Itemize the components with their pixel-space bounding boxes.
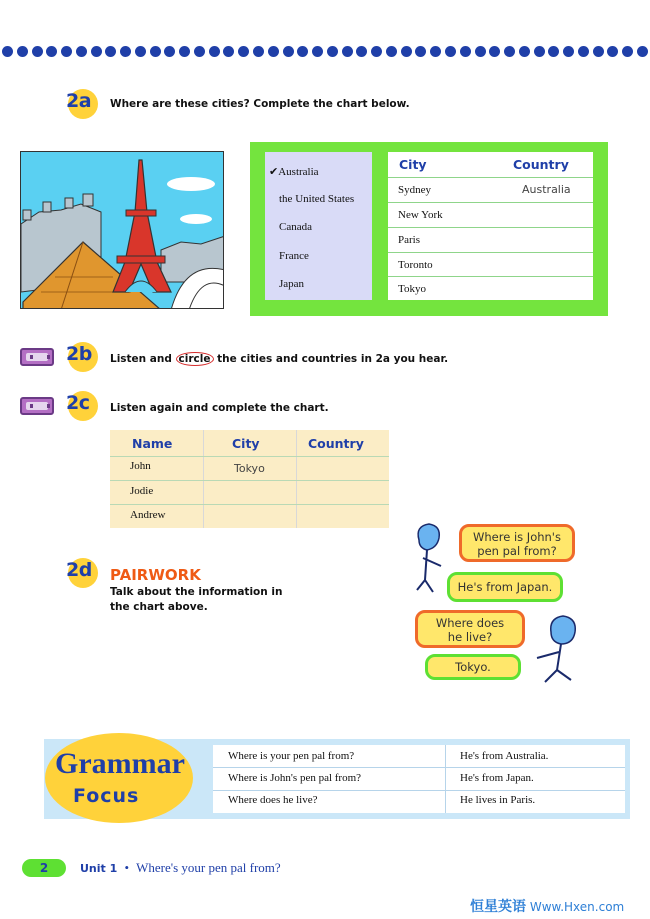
table-row: Sydney Australia: [388, 177, 593, 202]
landmarks-illustration: [20, 151, 224, 309]
grammar-answer: He's from Japan.: [460, 772, 534, 784]
table-row: New York: [388, 202, 593, 227]
unit-label: Unit 1: [80, 862, 118, 875]
circled-word: circle: [176, 352, 214, 366]
column-header-name: Name: [132, 436, 173, 451]
instruction-2a: Where are these cities? Complete the chart below.: [110, 98, 410, 110]
country-item: Australia: [278, 166, 319, 178]
column-header-country: Country: [308, 436, 364, 451]
country-item: France: [279, 250, 309, 262]
speech-bubble: He's from Japan.: [447, 572, 563, 602]
table-row: Paris: [388, 227, 593, 252]
table-row: Tokyo: [388, 276, 593, 301]
city-country-table: [388, 152, 593, 300]
instruction-2d-line1: Talk about the information in: [110, 586, 283, 598]
cassette-icon: [20, 348, 54, 366]
country-item: Canada: [279, 221, 312, 233]
answer-text: Australia: [522, 183, 571, 196]
grammar-answer: He lives in Paris.: [460, 794, 536, 806]
grammar-focus-badge: [45, 733, 193, 823]
column-header-city: City: [399, 157, 427, 172]
grammar-question: Where does he live?: [228, 794, 318, 806]
section-badge-2b: 2b: [66, 342, 106, 372]
grammar-table: [213, 745, 625, 813]
pairwork-title: PAIRWORK: [110, 566, 201, 584]
speech-bubble: Where is John's pen pal from?: [459, 524, 575, 562]
section-badge-2a: 2a: [66, 89, 106, 119]
instruction-2d-line2: the chart above.: [110, 601, 208, 613]
grammar-question: Where is your pen pal from?: [228, 750, 355, 762]
unit-heading: Unit 1 • Where's your pen pal from?: [80, 860, 281, 875]
watermark: 恒星英语 Www.Hxen.com: [470, 899, 625, 915]
dialogue-illustration: [411, 520, 589, 690]
grammar-question: Where is John's pen pal from?: [228, 772, 362, 784]
instruction-2b: Listen and circle the cities and countries in 2a you hear.: [110, 353, 449, 365]
grammar-answer: He's from Australia.: [460, 750, 549, 762]
grammar-title-word: Grammar: [55, 747, 185, 780]
table-row: Jodie: [110, 480, 389, 504]
country-item: Japan: [279, 278, 305, 290]
section-badge-2d: 2d: [66, 558, 106, 588]
answer-text: Tokyo: [234, 462, 265, 475]
listening-chart: [110, 430, 389, 528]
table-row: Toronto: [388, 252, 593, 277]
column-header-city: City: [232, 436, 260, 451]
dotted-divider: [0, 46, 650, 60]
speech-bubble: Tokyo.: [425, 654, 521, 680]
table-row: John Tokyo: [110, 456, 389, 480]
table-row: Andrew: [110, 504, 389, 528]
page-number: 2: [22, 859, 66, 877]
column-header-country: Country: [513, 157, 569, 172]
cassette-icon: [20, 397, 54, 415]
check-icon: ✔: [269, 166, 279, 178]
focus-title-word: Focus: [73, 785, 140, 807]
instruction-2c: Listen again and complete the chart.: [110, 402, 329, 414]
country-item: the United States: [279, 193, 355, 205]
country-list: [265, 152, 372, 300]
speech-bubble: Where does he live?: [415, 610, 525, 648]
section-badge-2c: 2c: [66, 391, 106, 421]
unit-title: Where's your pen pal from?: [136, 860, 281, 875]
